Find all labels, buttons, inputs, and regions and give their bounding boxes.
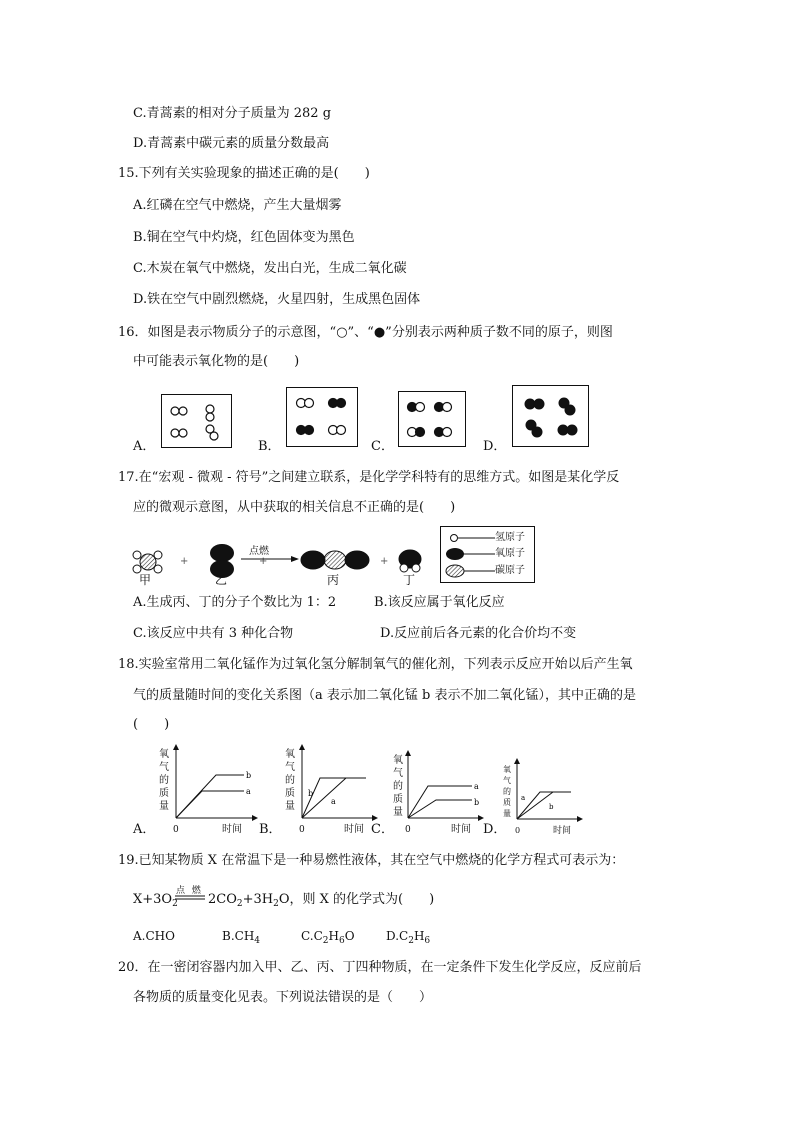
q18-d-origin: 0 [515,826,521,835]
q18-label-c: C． [371,822,394,837]
q18-a-origin: 0 [173,825,179,835]
q16-stem-line1: 16．如图是表示物质分子的示意图，“○”、“●”分别表示两种质子数不同的原子，则图 [118,325,613,340]
q18-d-ylabel: 氧气的质量 [503,765,511,818]
q18-b-xlabel: 时间 [344,824,364,835]
q18-label-b: B． [259,822,282,837]
q20-stem-line2: 各物质的质量变化见表。下列说法错误的是（ ） [133,990,433,1005]
svg-text:b: b [474,798,480,807]
q18-label-a: A． [133,822,156,837]
q17-stem-line2: 应的微观示意图，从中获取的相关信息不正确的是( ) [133,500,456,515]
q19-condition: 点 燃 [176,886,203,896]
q16-diagram-c [398,391,466,447]
svg-text:b: b [549,803,554,811]
plus-sign: + [380,556,389,567]
plus-sign: + [180,556,189,567]
legend-carbon: 碳原子 [495,565,525,576]
molecule-ding [399,550,421,572]
q18-graph-c [388,748,488,838]
q20-stem-line1: 20．在一密闭容器内加入甲、乙、丙、丁四种物质，在一定条件下发生化学反应，反应前后 [118,960,642,975]
q19-equation: $X+3O_2$ [133,892,178,909]
legend-hydrogen: 氢原子 [495,532,525,543]
q16-label-a: A． [133,439,156,454]
q17-label-jia: 甲 [139,573,152,587]
q14-option-c: C.青蒿素的相对分子质量为 282 g [133,106,332,121]
q16-label-d: D． [483,439,507,454]
q15-option-c: C.木炭在氧气中燃烧，发出白光，生成二氧化碳 [133,261,407,276]
molecule-jia [133,551,162,573]
q18-c-ylabel: 氧气的质量 [393,755,403,818]
q17-legend [440,526,535,583]
q19-option-a: A.CHO [133,929,175,943]
q18-d-xlabel: 时间 [553,826,572,836]
q19-option-c: $C.C_2H_6O$ [301,929,355,946]
q19-equals-sign [175,895,205,901]
q18-graph-b [280,742,380,837]
plus-sign: + [259,556,268,567]
q19-equation-right: $2CO_2+3H_2O$，则 X 的化学式为( ) [208,892,435,909]
q19-stem-line1: 19.已知某物质 X 在常温下是一种易燃性液体，其在空气中燃烧的化学方程式可表示为： [118,853,625,868]
q18-label-d: D． [483,822,507,837]
q19-option-b: $B.CH_4$ [222,929,261,946]
q18-b-origin: 0 [299,825,305,835]
q18-stem-line1: 18.实验室常用二氧化锰作为过氧化氢分解制氧气的催化剂，下列表示反应开始以后产生氧 [118,657,633,672]
q17-stem-line1: 17.在“宏观 - 微观 - 符号”之间建立联系，是化学学科特有的思维方式。如图是某化学反 [118,470,620,485]
q16-diagram-a [161,394,232,448]
q15-option-b: B.铜在空气中灼烧，红色固体变为黑色 [133,230,355,245]
q18-b-ylabel: 氧气的质量 [285,749,295,812]
q17-option-d: D.反应前后各元素的化合价均不变 [380,626,577,641]
q16-diagram-b [286,387,358,447]
q14-option-d: D.青蒿素中碳元素的质量分数最高 [133,136,330,151]
q17-option-c: C.该反应中共有 3 种化合物 [133,626,294,641]
q17-option-b: B.该反应属于氧化反应 [374,595,505,610]
q15-option-d: D.铁在空气中剧烈燃烧，火星四射，生成黑色固体 [133,292,421,307]
svg-text:b: b [308,789,314,798]
svg-text:a: a [521,794,526,802]
q17-label-yi: 乙 [215,573,228,587]
svg-text:b: b [246,771,252,780]
q18-stem-line3: ( ) [133,717,170,732]
q18-c-xlabel: 时间 [451,824,471,835]
svg-text:a: a [246,787,251,796]
molecule-bing [301,551,369,569]
q17-option-a: A.生成丙、丁的分子个数比为 1：2 [133,595,337,610]
q16-label-c: C． [371,439,394,454]
legend-oxygen: 氧原子 [495,548,525,559]
q16-label-b: B． [258,439,281,454]
q18-a-xlabel: 时间 [222,824,242,835]
q17-label-ding: 丁 [403,573,416,587]
q18-a-ylabel: 氧气的质量 [159,749,169,812]
q19-option-d: $D.C_2H_6$ [386,929,431,946]
svg-text:a: a [474,782,479,791]
q17-condition: 点燃 [249,546,269,557]
q15-stem: 15.下列有关实验现象的描述正确的是( ) [118,166,370,181]
q18-c-origin: 0 [405,825,411,835]
svg-text:a: a [331,797,336,806]
q17-label-bing: 丙 [327,573,340,587]
q16-diagram-d [512,385,589,447]
q18-stem-line2: 气的质量随时间的变化关系图（a 表示加二氧化锰 b 表示不加二氧化锰），其中正确的是 [133,688,636,703]
q16-stem-line2: 中可能表示氧化物的是( ) [133,354,300,369]
q15-option-a: A.红磷在空气中燃烧，产生大量烟雾 [133,198,342,213]
